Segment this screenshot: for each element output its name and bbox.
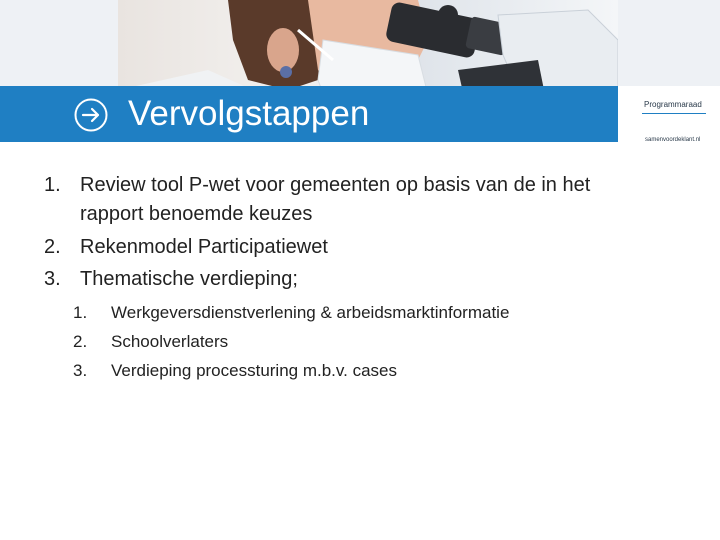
sub-list-item-number: 2.	[73, 332, 88, 351]
sub-list-item-text: Werkgeversdienstverlening & arbeidsmarktinformatie	[111, 303, 510, 322]
list-item-number: 3.	[44, 268, 61, 290]
sub-list-item-text: Schoolverlaters	[111, 332, 229, 351]
arrow-right-circle-icon	[74, 98, 108, 132]
logo-area	[618, 86, 720, 142]
list-item-text: Review tool P-wet voor gemeenten op basis van de in het	[80, 174, 591, 196]
logo-divider	[642, 113, 706, 114]
list-item-number: 2.	[44, 236, 61, 258]
list-item-text: Thematische verdieping;	[80, 268, 298, 290]
sub-list-item-text: Verdieping processturing m.b.v. cases	[111, 361, 397, 380]
list-item-text-continued: rapport benoemde keuzes	[80, 203, 313, 225]
slide-title: Vervolgstappen	[128, 94, 370, 133]
slide-header	[0, 0, 720, 142]
list-item-text: Rekenmodel Participatiewet	[80, 236, 328, 258]
list-item-number: 1.	[44, 174, 61, 196]
sub-list-item-number: 1.	[73, 303, 88, 322]
logo-subtitle: samenvoordeklant.nl	[645, 137, 701, 143]
sub-list-item-number: 3.	[73, 361, 88, 380]
logo-title: Programmaraad	[644, 100, 702, 109]
